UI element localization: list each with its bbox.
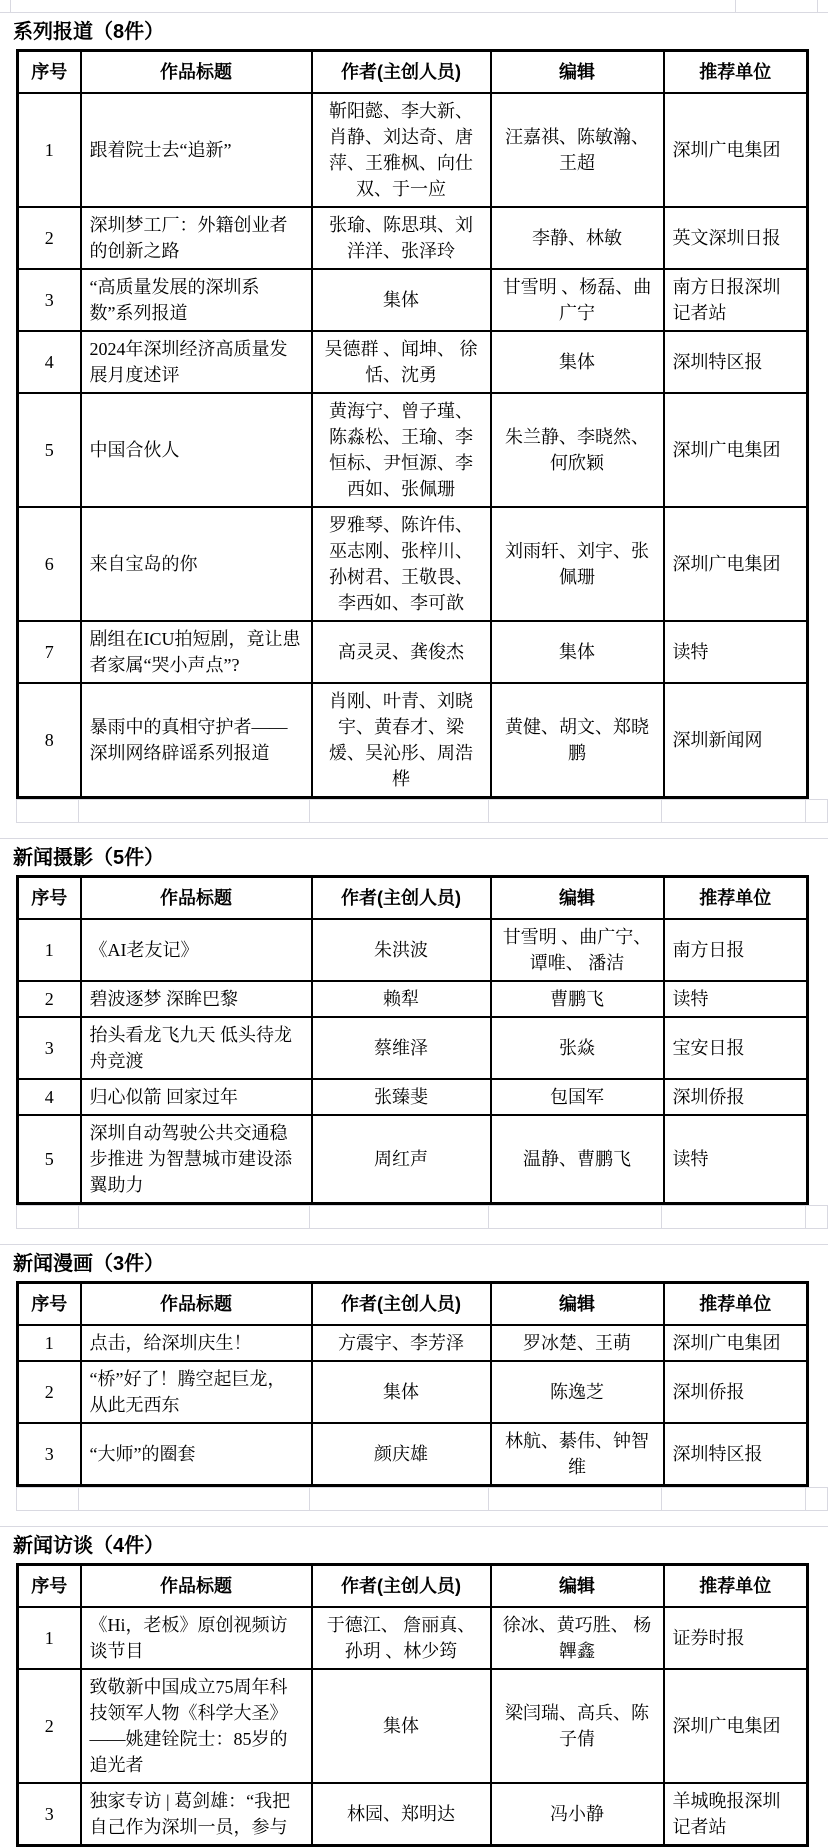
table-row <box>18 1017 808 1079</box>
cell-seq: 4 <box>18 331 81 393</box>
header-author: 作者(主创人员) <box>312 1283 491 1326</box>
cell-author: 肖刚、叶青、刘晓宇、黄春才、梁煖、吴沁彤、周浩桦 <box>312 683 491 798</box>
cell-title: 碧波逐梦 深眸巴黎 <box>81 981 312 1017</box>
cell-author: 靳阳懿、李大新、肖静、刘达奇、唐萍、王雅枫、向仕双、于一应 <box>312 93 491 207</box>
cell-author: 集体 <box>312 1361 491 1423</box>
cell-seq: 2 <box>18 981 81 1017</box>
cell-unit: 羊城晚报深圳记者站 <box>664 1783 808 1846</box>
cell-unit: 深圳新闻网 <box>664 683 808 798</box>
cell-author: 张瑜、陈思琪、刘洋洋、张泽玲 <box>312 207 491 269</box>
cell-unit: 深圳特区报 <box>664 331 808 393</box>
cell-author: 集体 <box>312 269 491 331</box>
section-title: 新闻摄影（5件） <box>13 847 165 869</box>
header-title: 作品标题 <box>81 1283 312 1326</box>
cell-title: 深圳自动驾驶公共交通稳步推进 为智慧城市建设添翼助力 <box>81 1115 312 1204</box>
header-seq: 序号 <box>18 1565 81 1608</box>
cell-seq: 1 <box>18 919 81 981</box>
cell-unit: 深圳广电集团 <box>664 93 808 207</box>
news-photography-table <box>16 875 809 1205</box>
table-row <box>18 981 808 1017</box>
cell-unit: 深圳侨报 <box>664 1361 808 1423</box>
grid-gap-row <box>16 799 828 823</box>
cell-editor: 刘雨轩、刘宇、张佩珊 <box>491 507 664 621</box>
cell-title: 跟着院士去“追新” <box>81 93 312 207</box>
section-title: 新闻访谈（4件） <box>13 1535 165 1557</box>
header-unit: 推荐单位 <box>664 51 808 94</box>
cell-editor: 李静、林敏 <box>491 207 664 269</box>
cell-author: 蔡维泽 <box>312 1017 491 1079</box>
cell-title: 深圳梦工厂：外籍创业者的创新之路 <box>81 207 312 269</box>
cell-unit: 深圳广电集团 <box>664 393 808 507</box>
cell-author: 赖犁 <box>312 981 491 1017</box>
header-unit: 推荐单位 <box>664 877 808 920</box>
table-row <box>18 331 808 393</box>
cell-author: 方震宇、李芳泽 <box>312 1325 491 1361</box>
grid-line <box>817 0 818 12</box>
cell-unit: 证券时报 <box>664 1607 808 1669</box>
cell-seq: 3 <box>18 1423 81 1486</box>
table-row <box>18 1361 808 1423</box>
cell-author: 吴德群 、闻坤、 徐恬、沈勇 <box>312 331 491 393</box>
section-news-photography <box>0 838 828 1237</box>
table-row <box>18 1669 808 1783</box>
cell-title: 致敬新中国成立75周年科技领军人物《科学大圣》——姚建铨院士：85岁的追光者 <box>81 1669 312 1783</box>
table-header-row <box>18 1565 808 1608</box>
cell-unit: 读特 <box>664 1115 808 1204</box>
cell-editor: 林航、綦伟、钟智维 <box>491 1423 664 1486</box>
grid-line <box>10 0 11 12</box>
grid-line <box>735 0 736 12</box>
table-row <box>18 1783 808 1846</box>
cell-editor: 冯小静 <box>491 1783 664 1846</box>
table-row <box>18 1115 808 1204</box>
header-seq: 序号 <box>18 51 81 94</box>
cell-seq: 3 <box>18 1783 81 1846</box>
cell-unit: 深圳特区报 <box>664 1423 808 1486</box>
series-reports-table <box>16 49 809 799</box>
cell-title: 《AI老友记》 <box>81 919 312 981</box>
cell-editor: 黄健、胡文、郑晓鹏 <box>491 683 664 798</box>
news-cartoons-table <box>16 1281 809 1487</box>
news-interviews-table <box>16 1563 809 1847</box>
cell-author: 张臻斐 <box>312 1079 491 1115</box>
cell-editor: 包国军 <box>491 1079 664 1115</box>
cell-seq: 5 <box>18 393 81 507</box>
table-row <box>18 269 808 331</box>
cell-editor: 曹鹏飞 <box>491 981 664 1017</box>
cell-editor: 张焱 <box>491 1017 664 1079</box>
header-editor: 编辑 <box>491 1283 664 1326</box>
header-editor: 编辑 <box>491 1565 664 1608</box>
cell-title: 独家专访 | 葛剑雄：“我把自己作为深圳一员，参与 <box>81 1783 312 1846</box>
cell-seq: 1 <box>18 93 81 207</box>
cell-editor: 集体 <box>491 621 664 683</box>
cell-unit: 深圳广电集团 <box>664 1669 808 1783</box>
cell-unit: 英文深圳日报 <box>664 207 808 269</box>
cell-author: 集体 <box>312 1669 491 1783</box>
cell-seq: 2 <box>18 1669 81 1783</box>
cell-seq: 8 <box>18 683 81 798</box>
cell-unit: 南方日报深圳记者站 <box>664 269 808 331</box>
section-title: 新闻漫画（3件） <box>13 1253 165 1275</box>
cell-author: 高灵灵、龚俊杰 <box>312 621 491 683</box>
cell-unit: 深圳广电集团 <box>664 507 808 621</box>
cell-seq: 1 <box>18 1325 81 1361</box>
header-author: 作者(主创人员) <box>312 877 491 920</box>
cell-seq: 7 <box>18 621 81 683</box>
cell-seq: 4 <box>18 1079 81 1115</box>
header-unit: 推荐单位 <box>664 1283 808 1326</box>
cell-editor: 集体 <box>491 331 664 393</box>
cell-editor: 徐冰、黄巧胜、 杨韠鑫 <box>491 1607 664 1669</box>
cell-seq: 6 <box>18 507 81 621</box>
cell-unit: 宝安日报 <box>664 1017 808 1079</box>
cell-editor: 陈逸芝 <box>491 1361 664 1423</box>
cell-title: 点击，给深圳庆生！ <box>81 1325 312 1361</box>
table-row <box>18 507 808 621</box>
cell-editor: 梁闫瑞、高兵、陈子倩 <box>491 1669 664 1783</box>
cell-author: 于德江、 詹丽真、孙玥 、林少筠 <box>312 1607 491 1669</box>
cell-title: 《Hi，老板》原创视频访谈节目 <box>81 1607 312 1669</box>
header-author: 作者(主创人员) <box>312 51 491 94</box>
header-title: 作品标题 <box>81 877 312 920</box>
cell-unit: 南方日报 <box>664 919 808 981</box>
cell-editor: 汪嘉祺、陈敏瀚、王超 <box>491 93 664 207</box>
top-grid-row <box>0 0 828 13</box>
cell-editor: 甘雪明 、曲广宁、谭唯、 潘洁 <box>491 919 664 981</box>
header-seq: 序号 <box>18 1283 81 1326</box>
cell-unit: 深圳侨报 <box>664 1079 808 1115</box>
cell-unit: 读特 <box>664 981 808 1017</box>
cell-seq: 5 <box>18 1115 81 1204</box>
cell-editor: 温静、曹鹏飞 <box>491 1115 664 1204</box>
cell-unit: 读特 <box>664 621 808 683</box>
cell-seq: 3 <box>18 1017 81 1079</box>
cell-title: 暴雨中的真相守护者——深圳网络辟谣系列报道 <box>81 683 312 798</box>
cell-author: 周红声 <box>312 1115 491 1204</box>
cell-title: “大师”的圈套 <box>81 1423 312 1486</box>
table-row <box>18 207 808 269</box>
cell-title: “桥”好了！腾空起巨龙，从此无西东 <box>81 1361 312 1423</box>
cell-title: 剧组在ICU拍短剧，竟让患者家属“哭小声点”? <box>81 621 312 683</box>
grid-gap-row <box>16 1487 828 1511</box>
cell-author: 颜庆雄 <box>312 1423 491 1486</box>
section-title: 系列报道（8件） <box>13 21 165 43</box>
table-row <box>18 393 808 507</box>
header-editor: 编辑 <box>491 877 664 920</box>
cell-title: 2024年深圳经济高质量发展月度述评 <box>81 331 312 393</box>
cell-editor: 罗冰楚、王萌 <box>491 1325 664 1361</box>
header-unit: 推荐单位 <box>664 1565 808 1608</box>
cell-editor: 朱兰静、李晓然、何欣颖 <box>491 393 664 507</box>
table-row <box>18 93 808 207</box>
cell-author: 罗雅琴、陈许伟、巫志刚、张梓川、孙树君、王敬畏、李西如、李可歆 <box>312 507 491 621</box>
header-editor: 编辑 <box>491 51 664 94</box>
table-row <box>18 621 808 683</box>
cell-editor: 甘雪明 、杨磊、曲广宁 <box>491 269 664 331</box>
table-row <box>18 1607 808 1669</box>
cell-unit: 深圳广电集团 <box>664 1325 808 1361</box>
cell-seq: 1 <box>18 1607 81 1669</box>
table-row <box>18 1079 808 1115</box>
cell-seq: 2 <box>18 1361 81 1423</box>
cell-title: 中国合伙人 <box>81 393 312 507</box>
cell-title: 抬头看龙飞九天 低头待龙舟竞渡 <box>81 1017 312 1079</box>
table-row <box>18 1325 808 1361</box>
cell-author: 林园、郑明达 <box>312 1783 491 1846</box>
cell-seq: 3 <box>18 269 81 331</box>
cell-author: 黄海宁、曾子瑾、陈淼松、王瑜、李恒标、尹恒源、李西如、张佩珊 <box>312 393 491 507</box>
cell-title: 来自宝岛的你 <box>81 507 312 621</box>
section-news-interviews <box>0 1526 828 1847</box>
cell-title: 归心似箭 回家过年 <box>81 1079 312 1115</box>
table-row <box>18 919 808 981</box>
section-news-cartoons <box>0 1244 828 1519</box>
header-author: 作者(主创人员) <box>312 1565 491 1608</box>
grid-gap-row <box>16 1205 828 1229</box>
cell-author: 朱洪波 <box>312 919 491 981</box>
table-header-row <box>18 51 808 94</box>
table-row <box>18 683 808 798</box>
cell-seq: 2 <box>18 207 81 269</box>
section-series-reports <box>0 13 828 831</box>
cell-title: “高质量发展的深圳系数”系列报道 <box>81 269 312 331</box>
header-title: 作品标题 <box>81 1565 312 1608</box>
header-title: 作品标题 <box>81 51 312 94</box>
table-header-row <box>18 1283 808 1326</box>
header-seq: 序号 <box>18 877 81 920</box>
table-row <box>18 1423 808 1486</box>
table-header-row <box>18 877 808 920</box>
